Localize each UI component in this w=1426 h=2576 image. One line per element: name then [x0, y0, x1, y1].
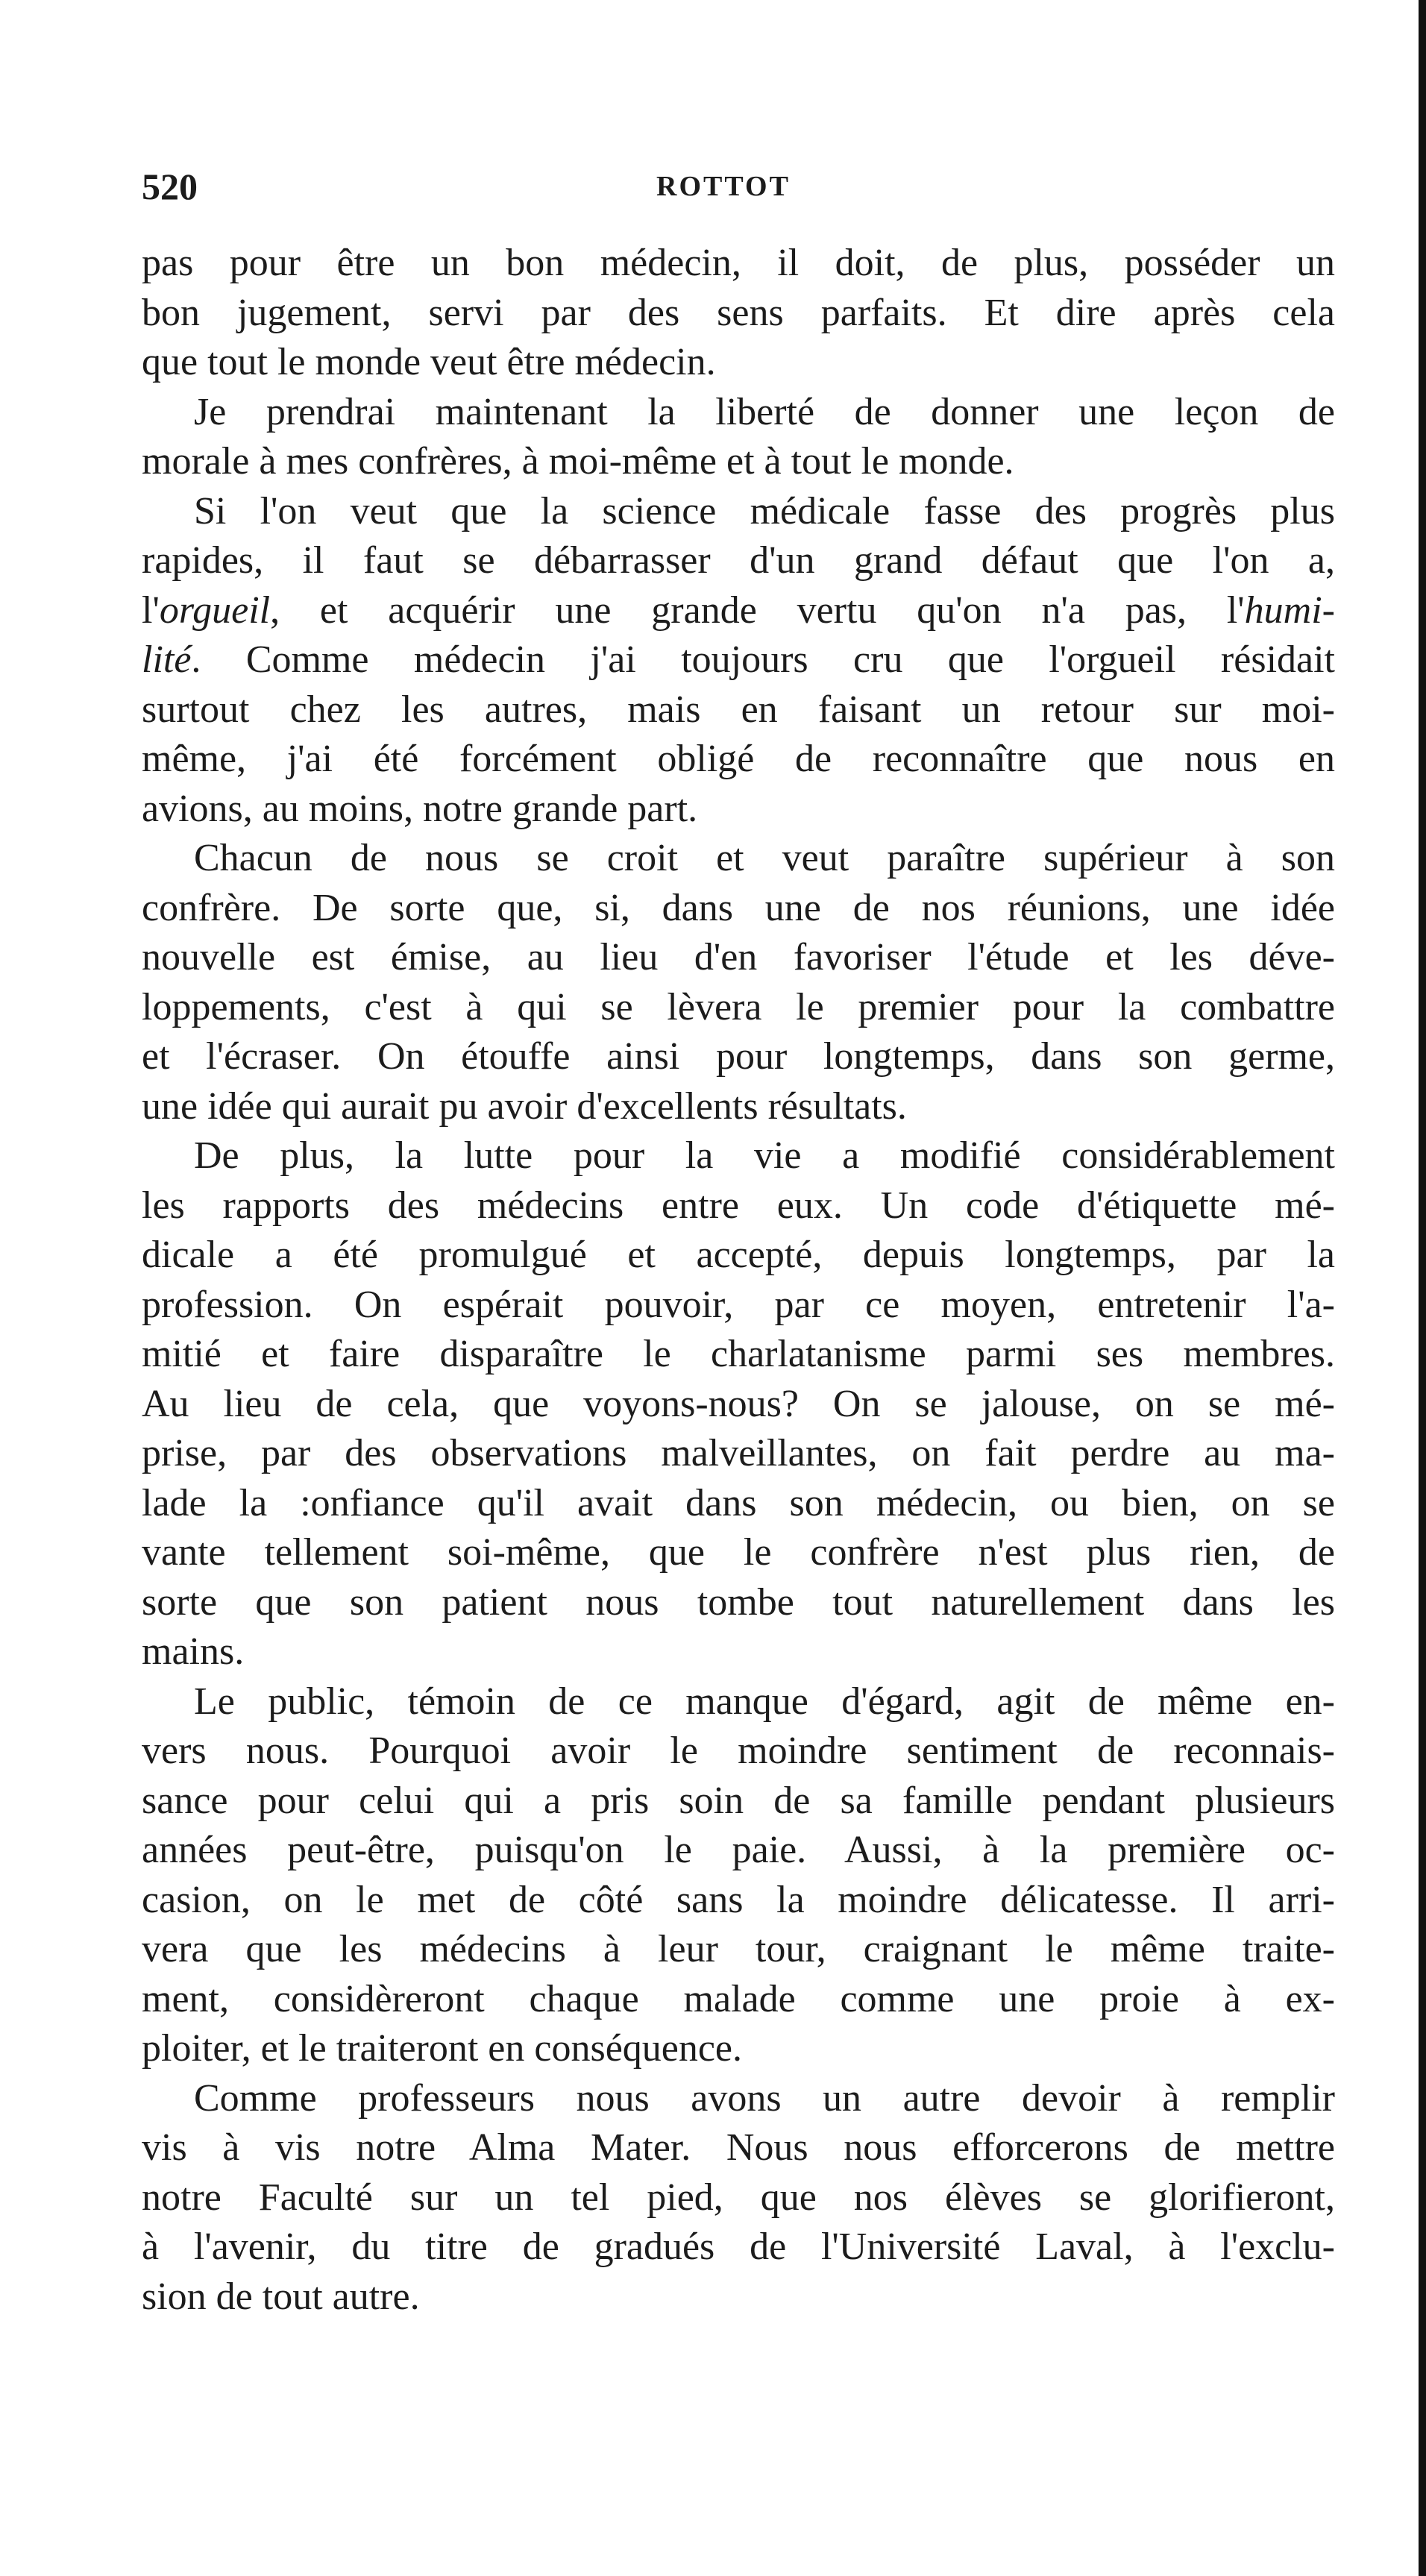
text-line: et l'écraser. On étouffe ainsi pour longtemps, dans son germe,: [142, 1035, 1335, 1078]
text-line: notre Faculté sur un tel pied, que nos élèves se glorifieront,: [142, 2176, 1335, 2219]
text-line: surtout chez les autres, mais en faisant un retour sur moi-: [142, 688, 1335, 731]
emphasis-text: humi-: [1244, 588, 1335, 632]
emphasis-text: lité: [142, 638, 192, 681]
text-line: sance pour celui qui a pris soin de sa famille pendant plusieurs: [142, 1779, 1335, 1822]
text-line: casion, on le met de côté sans la moindre délicatesse. Il arri-: [142, 1878, 1335, 1921]
text-line: lade la :onfiance qu'il avait dans son médecin, ou bien, on se: [142, 1481, 1335, 1524]
text-line: Chacun de nous se croit et veut paraître supérieur à son: [194, 837, 1335, 879]
text-line: profession. On espérait pouvoir, par ce moyen, entretenir l'a-: [142, 1283, 1335, 1326]
text-line: sorte que son patient nous tombe tout naturellement dans les: [142, 1580, 1335, 1624]
text-line: Je prendrai maintenant la liberté de donner une leçon de: [194, 390, 1335, 433]
body-text: [142, 239, 1335, 2322]
text-line: l'orgueil, et acquérir une grande vertu qu'on n'a pas, l'humi-: [142, 588, 1335, 632]
text-line: ploiter, et le traiteront en conséquence.: [142, 2027, 743, 2070]
text-line: rapides, il faut se débarrasser d'un grand défaut que l'on a,: [142, 539, 1335, 582]
text-line: loppements, c'est à qui se lèvera le premier pour la combattre: [142, 985, 1335, 1028]
text-line: lité. Comme médecin j'ai toujours cru que l'orgueil résidait: [142, 638, 1335, 681]
text-line: une idée qui aurait pu avoir d'excellents résultats.: [142, 1084, 907, 1128]
text-line: dicale a été promulgué et accepté, depuis longtemps, par la: [142, 1234, 1335, 1276]
text-line: vera que les médecins à leur tour, craignant le même traite-: [142, 1928, 1335, 1970]
text-line: que tout le monde veut être médecin.: [142, 341, 716, 383]
text-line: sion de tout autre.: [142, 2275, 420, 2318]
text-line: avions, au moins, notre grande part.: [142, 787, 698, 830]
text-line: à l'avenir, du titre de gradués de l'Université Laval, à l'exclu-: [142, 2225, 1335, 2268]
running-title: ROTTOT: [656, 171, 791, 202]
text-line: vis à vis notre Alma Mater. Nous nous efforcerons de mettre: [142, 2126, 1335, 2169]
text-line: ment, considèreront chaque malade comme une proie à ex-: [142, 1977, 1335, 2020]
text-line: les rapports des médecins entre eux. Un code d'étiquette mé-: [142, 1184, 1335, 1227]
text-line: même, j'ai été forcément obligé de reconnaître que nous en: [142, 738, 1335, 780]
page-number: 520: [142, 166, 198, 207]
page-edge-shadow: [1419, 0, 1426, 2576]
text-line: bon jugement, servi par des sens parfaits. Et dire après cela: [142, 291, 1335, 334]
text-line: mitié et faire disparaître le charlatanisme parmi ses membres.: [142, 1333, 1335, 1375]
text-line: Le public, témoin de ce manque d'égard, agit de même en-: [194, 1680, 1335, 1723]
text-line: années peut-être, puisqu'on le paie. Aussi, à la première oc-: [142, 1829, 1335, 1871]
text-line: Au lieu de cela, que voyons-nous? On se jalouse, on se mé-: [142, 1382, 1335, 1425]
page-header: [142, 160, 1305, 213]
text-line: confrère. De sorte que, si, dans une de nos réunions, une idée: [142, 886, 1335, 929]
text-line: pas pour être un bon médecin, il doit, de plus, posséder un: [142, 242, 1335, 284]
text-line: nouvelle est émise, au lieu d'en favoriser l'étude et les déve-: [142, 936, 1335, 978]
text-line: De plus, la lutte pour la vie a modifié considérablement: [194, 1134, 1335, 1177]
text-line: vers nous. Pourquoi avoir le moindre sentiment de reconnais-: [142, 1730, 1335, 1772]
text-line: vante tellement soi-même, que le confrère n'est plus rien, de: [142, 1531, 1335, 1574]
text-line: prise, par des observations malveillantes, on fait perdre au ma-: [142, 1432, 1335, 1474]
text-line: mains.: [142, 1630, 245, 1673]
emphasis-text: orgueil: [159, 588, 271, 632]
text-line: Comme professeurs nous avons un autre devoir à remplir: [194, 2076, 1335, 2120]
text-line: Si l'on veut que la science médicale fasse des progrès plus: [194, 489, 1335, 533]
text-line: morale à mes confrères, à moi-même et à tout le monde.: [142, 440, 1014, 483]
